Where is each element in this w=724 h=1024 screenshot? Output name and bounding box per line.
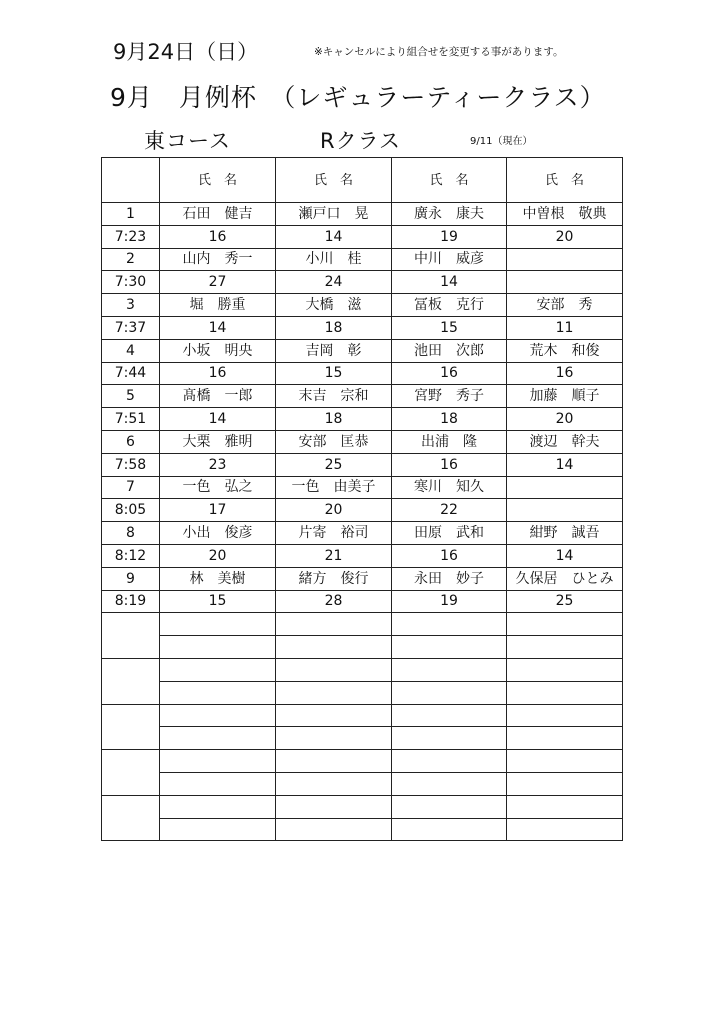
table-row xyxy=(102,203,623,226)
empty-table-row xyxy=(102,704,623,727)
empty-table-row xyxy=(102,795,623,818)
player-name: 林 美樹 xyxy=(160,567,276,590)
player-handicap: 17 xyxy=(160,499,276,522)
player-handicap: 25 xyxy=(507,590,623,613)
empty-cell xyxy=(392,795,507,818)
empty-cell xyxy=(392,818,507,841)
event-date: 9月24日（日） xyxy=(113,40,259,64)
player-handicap: 18 xyxy=(392,408,507,431)
tee-time: 7:44 xyxy=(102,362,160,385)
player-handicap: 14 xyxy=(276,225,392,248)
player-handicap: 18 xyxy=(276,316,392,339)
player-handicap xyxy=(507,271,623,294)
empty-group-cell xyxy=(102,658,160,704)
tee-time: 7:30 xyxy=(102,271,160,294)
tee-time: 8:12 xyxy=(102,544,160,567)
empty-cell xyxy=(507,704,623,727)
table-row xyxy=(102,499,623,522)
player-handicap: 19 xyxy=(392,225,507,248)
empty-cell xyxy=(392,704,507,727)
empty-cell xyxy=(160,658,276,681)
player-handicap: 27 xyxy=(160,271,276,294)
player-name: 中曽根 敬典 xyxy=(507,203,623,226)
player-handicap: 22 xyxy=(392,499,507,522)
player-handicap: 16 xyxy=(392,544,507,567)
player-name: 田原 武和 xyxy=(392,522,507,545)
empty-cell xyxy=(276,750,392,773)
empty-cell xyxy=(160,681,276,704)
empty-cell xyxy=(507,750,623,773)
group-number: 7 xyxy=(102,476,160,499)
table-row xyxy=(102,294,623,317)
empty-cell xyxy=(276,636,392,659)
player-handicap: 15 xyxy=(276,362,392,385)
player-handicap xyxy=(507,499,623,522)
table-row xyxy=(102,476,623,499)
player-name: 末吉 宗和 xyxy=(276,385,392,408)
empty-cell xyxy=(392,613,507,636)
tee-time: 7:23 xyxy=(102,225,160,248)
empty-table-row xyxy=(102,818,623,841)
tee-time: 7:58 xyxy=(102,453,160,476)
table-row xyxy=(102,522,623,545)
tee-time: 8:05 xyxy=(102,499,160,522)
player-name: 大橋 滋 xyxy=(276,294,392,317)
group-number: 4 xyxy=(102,339,160,362)
empty-cell xyxy=(276,727,392,750)
table-row xyxy=(102,339,623,362)
pairing-table xyxy=(101,157,623,841)
empty-cell xyxy=(507,636,623,659)
tee-time: 7:37 xyxy=(102,316,160,339)
empty-cell xyxy=(392,636,507,659)
group-number: 9 xyxy=(102,567,160,590)
empty-cell xyxy=(392,727,507,750)
player-name: 寒川 知久 xyxy=(392,476,507,499)
empty-cell xyxy=(276,704,392,727)
empty-cell xyxy=(507,613,623,636)
player-name: 大栗 雅明 xyxy=(160,430,276,453)
player-name: 小川 桂 xyxy=(276,248,392,271)
player-handicap: 16 xyxy=(392,453,507,476)
name-column-header: 氏 名 xyxy=(160,158,276,203)
table-row xyxy=(102,567,623,590)
player-handicap: 16 xyxy=(160,362,276,385)
empty-cell xyxy=(392,750,507,773)
player-name: 緒方 俊行 xyxy=(276,567,392,590)
player-name: 渡辺 幹夫 xyxy=(507,430,623,453)
empty-cell xyxy=(392,658,507,681)
tee-time: 8:19 xyxy=(102,590,160,613)
table-row xyxy=(102,453,623,476)
empty-cell xyxy=(276,613,392,636)
player-name: 一色 由美子 xyxy=(276,476,392,499)
as-of-date: 9/11（現在） xyxy=(470,136,533,147)
class-label: Rクラス xyxy=(320,129,401,153)
player-name: 冨板 克行 xyxy=(392,294,507,317)
group-number: 8 xyxy=(102,522,160,545)
empty-group-cell xyxy=(102,613,160,659)
player-handicap: 20 xyxy=(276,499,392,522)
empty-cell xyxy=(160,772,276,795)
player-handicap: 24 xyxy=(276,271,392,294)
table-header-row xyxy=(102,158,623,203)
table-row xyxy=(102,385,623,408)
empty-cell xyxy=(276,772,392,795)
empty-cell xyxy=(160,818,276,841)
player-name: 小出 俊彦 xyxy=(160,522,276,545)
player-name: 一色 弘之 xyxy=(160,476,276,499)
cancellation-notice: ※キャンセルにより組合せを変更する事があります。 xyxy=(314,46,564,58)
player-name: 加藤 順子 xyxy=(507,385,623,408)
player-name: 荒木 和俊 xyxy=(507,339,623,362)
player-handicap: 18 xyxy=(276,408,392,431)
player-name: 瀬戸口 晃 xyxy=(276,203,392,226)
player-name: 永田 妙子 xyxy=(392,567,507,590)
empty-table-row xyxy=(102,613,623,636)
empty-cell xyxy=(507,795,623,818)
empty-cell xyxy=(507,818,623,841)
player-handicap: 20 xyxy=(160,544,276,567)
player-name: 吉岡 彰 xyxy=(276,339,392,362)
table-row xyxy=(102,362,623,385)
empty-cell xyxy=(160,750,276,773)
empty-table-row xyxy=(102,772,623,795)
player-name: 安部 秀 xyxy=(507,294,623,317)
player-name: 久保居 ひとみ xyxy=(507,567,623,590)
pairing-rows xyxy=(102,203,623,841)
player-handicap: 21 xyxy=(276,544,392,567)
empty-table-row xyxy=(102,727,623,750)
empty-table-row xyxy=(102,658,623,681)
empty-cell xyxy=(507,727,623,750)
empty-cell xyxy=(276,818,392,841)
player-name: 石田 健吉 xyxy=(160,203,276,226)
empty-table-row xyxy=(102,750,623,773)
player-handicap: 14 xyxy=(392,271,507,294)
player-handicap: 14 xyxy=(160,408,276,431)
empty-cell xyxy=(276,658,392,681)
player-handicap: 20 xyxy=(507,408,623,431)
table-row xyxy=(102,271,623,294)
table-row xyxy=(102,248,623,271)
table-row xyxy=(102,225,623,248)
player-handicap: 23 xyxy=(160,453,276,476)
group-column-header xyxy=(102,158,160,203)
player-name: 宮野 秀子 xyxy=(392,385,507,408)
player-name: 髙橋 一郎 xyxy=(160,385,276,408)
player-name: 小坂 明央 xyxy=(160,339,276,362)
table-row xyxy=(102,590,623,613)
tee-time: 7:51 xyxy=(102,408,160,431)
player-name: 池田 次郎 xyxy=(392,339,507,362)
player-name: 山内 秀一 xyxy=(160,248,276,271)
player-name xyxy=(507,248,623,271)
name-column-header: 氏 名 xyxy=(276,158,392,203)
page-title: 9月 月例杯 （レギュラーティークラス） xyxy=(110,83,606,112)
player-name: 片寄 裕司 xyxy=(276,522,392,545)
player-name: 紺野 誠吾 xyxy=(507,522,623,545)
empty-cell xyxy=(392,681,507,704)
player-handicap: 16 xyxy=(507,362,623,385)
player-handicap: 14 xyxy=(507,453,623,476)
empty-cell xyxy=(392,772,507,795)
empty-group-cell xyxy=(102,750,160,796)
table-row xyxy=(102,544,623,567)
empty-cell xyxy=(276,681,392,704)
empty-table-row xyxy=(102,636,623,659)
player-name: 中川 威彦 xyxy=(392,248,507,271)
player-handicap: 15 xyxy=(160,590,276,613)
player-handicap: 14 xyxy=(160,316,276,339)
name-column-header: 氏 名 xyxy=(392,158,507,203)
player-name: 堀 勝重 xyxy=(160,294,276,317)
table-row xyxy=(102,408,623,431)
player-handicap: 28 xyxy=(276,590,392,613)
player-name: 安部 匡恭 xyxy=(276,430,392,453)
table-row xyxy=(102,316,623,339)
empty-cell xyxy=(276,795,392,818)
group-number: 2 xyxy=(102,248,160,271)
empty-cell xyxy=(507,658,623,681)
empty-group-cell xyxy=(102,795,160,841)
course-label: 東コース xyxy=(144,129,231,153)
player-name: 出浦 隆 xyxy=(392,430,507,453)
group-number: 5 xyxy=(102,385,160,408)
player-handicap: 11 xyxy=(507,316,623,339)
empty-cell xyxy=(160,613,276,636)
empty-cell xyxy=(160,727,276,750)
table-row xyxy=(102,430,623,453)
player-name: 廣永 康夫 xyxy=(392,203,507,226)
empty-cell xyxy=(507,772,623,795)
player-handicap: 16 xyxy=(392,362,507,385)
player-handicap: 25 xyxy=(276,453,392,476)
empty-table-row xyxy=(102,681,623,704)
name-column-header: 氏 名 xyxy=(507,158,623,203)
empty-cell xyxy=(160,636,276,659)
player-handicap: 16 xyxy=(160,225,276,248)
empty-cell xyxy=(160,704,276,727)
player-handicap: 20 xyxy=(507,225,623,248)
player-handicap: 14 xyxy=(507,544,623,567)
empty-group-cell xyxy=(102,704,160,750)
empty-cell xyxy=(507,681,623,704)
player-handicap: 19 xyxy=(392,590,507,613)
player-name xyxy=(507,476,623,499)
group-number: 6 xyxy=(102,430,160,453)
empty-cell xyxy=(160,795,276,818)
group-number: 3 xyxy=(102,294,160,317)
player-handicap: 15 xyxy=(392,316,507,339)
group-number: 1 xyxy=(102,203,160,226)
